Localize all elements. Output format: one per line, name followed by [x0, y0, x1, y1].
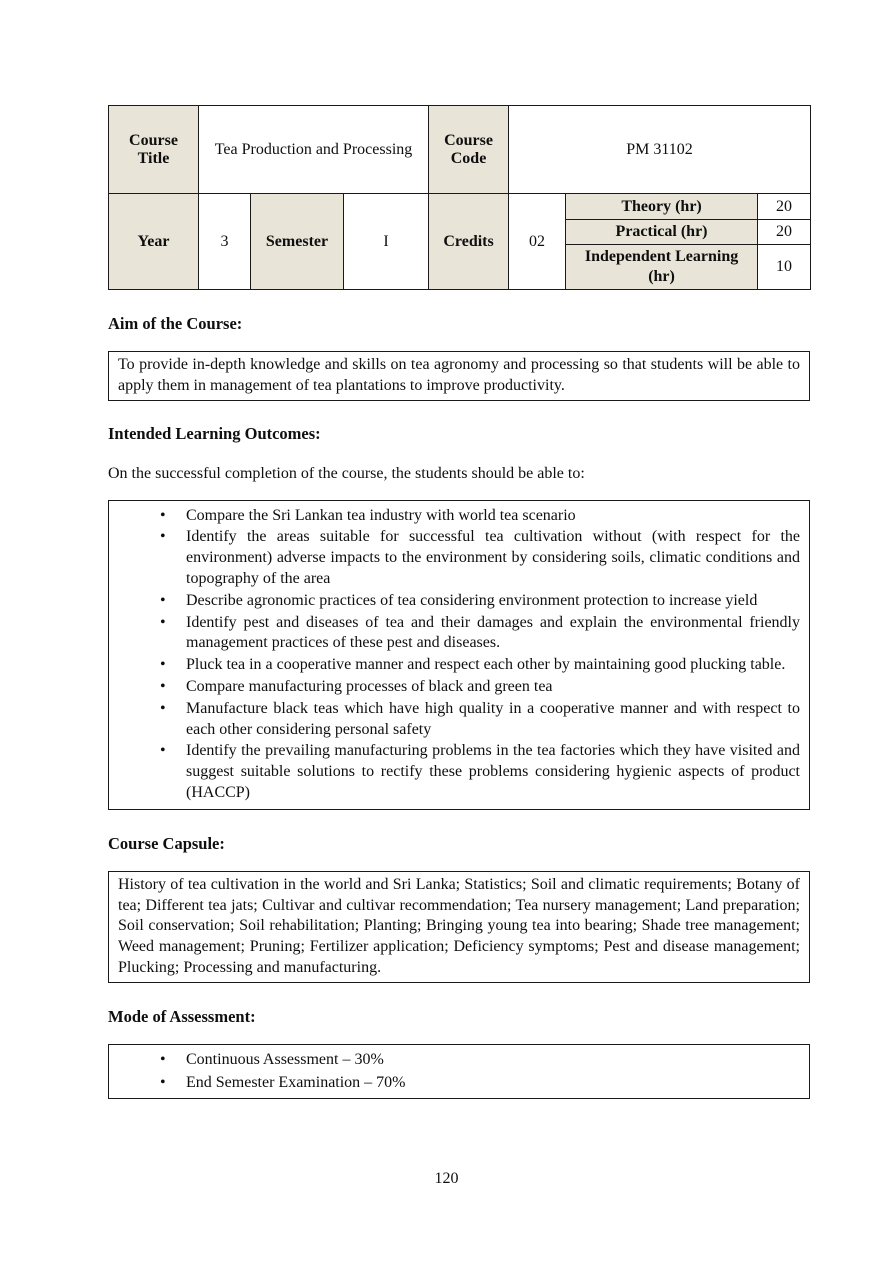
course-code-label: Course Code: [429, 106, 509, 194]
ilo-item: • Identify the areas suitable for successful tea cultivation without (with respect for the environment) adverse impacts to the environment by considering soils, climatic conditions and topography of the area: [160, 527, 800, 589]
assessment-heading: Mode of Assessment:: [108, 1006, 256, 1026]
ilo-item: • Compare the Sri Lankan tea industry with world tea scenario: [160, 506, 800, 527]
year-value: 3: [199, 194, 251, 290]
year-label: Year: [109, 194, 199, 290]
practical-hours-value: 20: [758, 220, 811, 245]
ilo-item: • Pluck tea in a cooperative manner and respect each other by maintaining good plucking table.: [160, 655, 800, 676]
practical-hours-label: Practical (hr): [566, 220, 758, 245]
independent-learning-hours-value: 10: [758, 245, 811, 290]
ilo-list: [118, 506, 800, 804]
aim-text-box: To provide in-depth knowledge and skills on tea agronomy and processing so that students will be able to apply them in management of tea plantations to improve productivity.: [108, 351, 810, 401]
theory-hours-value: 20: [758, 194, 811, 220]
ilo-item: • Compare manufacturing processes of black and green tea: [160, 677, 800, 698]
ilo-item: • Describe agronomic practices of tea considering environment protection to increase yield: [160, 591, 800, 612]
credits-value: 02: [509, 194, 566, 290]
course-info-table: [108, 105, 811, 290]
page-number: 120: [434, 1170, 459, 1187]
ilo-intro: On the successful completion of the course, the students should be able to:: [108, 464, 585, 482]
ilo-heading: Intended Learning Outcomes:: [108, 423, 321, 443]
independent-learning-hours-label: Independent Learning (hr): [566, 245, 758, 290]
ilo-item: • Identify pest and diseases of tea and their damages and explain the environmental friendly management practices of these pest and diseases.: [160, 613, 800, 655]
assessment-item: • End Semester Examination – 70%: [160, 1073, 800, 1094]
assessment-list: [118, 1050, 800, 1094]
theory-hours-label: Theory (hr): [566, 194, 758, 220]
ilo-box: [108, 500, 810, 810]
ilo-item: • Manufacture black teas which have high quality in a cooperative manner and with respect to each other considering personal safety: [160, 699, 800, 741]
semester-label: Semester: [251, 194, 344, 290]
assessment-box: [108, 1044, 810, 1100]
ilo-item: • Identify the prevailing manufacturing problems in the tea factories which they have visited and suggest suitable solutions to rectify these problems considering hygienic aspects of product (HACCP): [160, 741, 800, 803]
aim-heading: Aim of the Course:: [108, 314, 243, 333]
course-title-label: Course Title: [109, 106, 199, 194]
course-title-value: Tea Production and Processing: [199, 106, 429, 194]
course-code-value: PM 31102: [509, 106, 811, 194]
credits-label: Credits: [429, 194, 509, 290]
capsule-text-box: History of tea cultivation in the world and Sri Lanka; Statistics; Soil and climatic requirements; Botany of tea; Different tea jats; Cultivar and cultivar recommendation; Tea nursery management; Land preparation; Soil conservation; Soil rehabilitation; Planting; Bringing young tea into bearing; Shade tree management; Weed management; Pruning; Fertilizer application; Deficiency symptoms; Pest and disease management; Plucking; Processing and manufacturing.: [108, 871, 810, 983]
assessment-item: • Continuous Assessment – 30%: [160, 1050, 800, 1071]
semester-value: I: [344, 194, 429, 290]
capsule-heading: Course Capsule:: [108, 833, 225, 853]
